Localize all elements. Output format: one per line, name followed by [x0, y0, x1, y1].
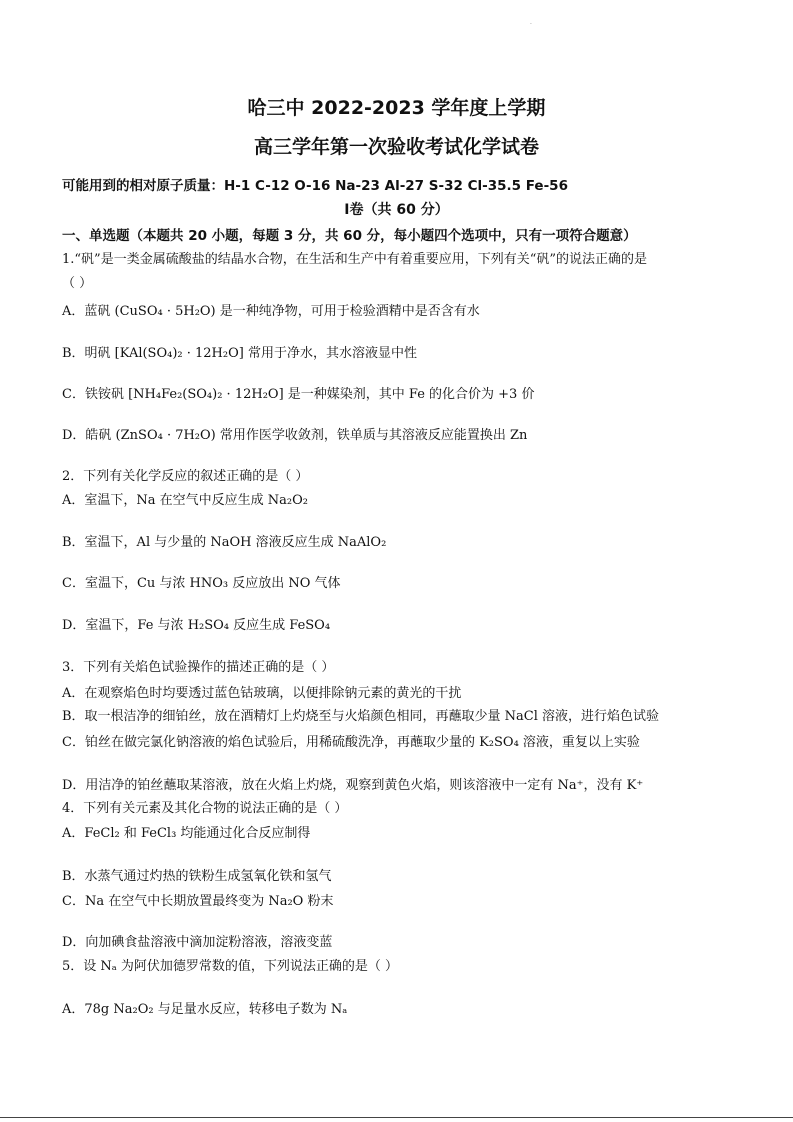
q5-stem: 5．设 Nₐ 为阿伏加德罗常数的值，下列说法正确的是（ ） [62, 959, 399, 974]
q4-option-d: D．向加碘食盐溶液中滴加淀粉溶液，溶液变蓝 [62, 935, 333, 950]
q1-option-d: D．皓矾 (ZnSO₄ · 7H₂O) 常用作医学收敛剂，铁单质与其溶液反应能置换出 Zn [62, 428, 528, 443]
q4-option-a: A．FeCl₂ 和 FeCl₃ 均能通过化合反应制得 [62, 826, 311, 841]
q3-option-a: A．在观察焰色时均要透过蓝色钴玻璃，以便排除钠元素的黄光的干扰 [62, 686, 462, 701]
q2-option-d: D．室温下，Fe 与浓 H₂SO₄ 反应生成 FeSO₄ [62, 618, 331, 633]
q2-option-c: C．室温下，Cu 与浓 HNO₃ 反应放出 NO 气体 [62, 576, 341, 591]
q1-option-b: B．明矾 [KAl(SO₄)₂ · 12H₂O] 常用于净水，其水溶液显中性 [62, 346, 417, 361]
q1-option-a: A．蓝矾 (CuSO₄ · 5H₂O) 是一种纯净物，可用于检验酒精中是否含有水 [62, 304, 480, 319]
q1-stem-cont: （ ） [62, 276, 93, 291]
exam-title-line2: 高三学年第一次验收考试化学试卷 [253, 136, 539, 158]
q3-option-d: D．用洁净的铂丝蘸取某溶液，放在火焰上灼烧，观察到黄色火焰，则该溶液中一定有 Na⁺，没有 K⁺ [62, 778, 644, 793]
q2-option-a: A．室温下，Na 在空气中反应生成 Na₂O₂ [62, 493, 308, 508]
q4-option-c: C．Na 在空气中长期放置最终变为 Na₂O 粉末 [62, 894, 334, 909]
q2-option-b: B．室温下，Al 与少量的 NaOH 溶液反应生成 NaAlO₂ [62, 535, 387, 550]
q1-stem: 1.“矾”是一类金属硫酸盐的结晶水合物，在生活和生产中有着重要应用，下列有关“矾”的说法正确的是 [62, 252, 647, 267]
q3-option-b: B．取一根洁净的细铂丝，放在酒精灯上灼烧至与火焰颜色相同，再蘸取少量 NaCl 溶液，进行焰色试验 [62, 709, 660, 724]
q3-stem: 3．下列有关焰色试验操作的描述正确的是（ ） [62, 660, 335, 675]
volume-label: Ⅰ卷（共 60 分） [344, 202, 449, 218]
q5-option-a: A．78g Na₂O₂ 与足量水反应，转移电子数为 Nₐ [62, 1002, 348, 1017]
scan-dot: · [530, 21, 532, 28]
section-heading: 一、单选题（本题共 20 小题，每题 3 分，共 60 分，每小题四个选项中，只有一项符合题意） [62, 228, 637, 244]
atomic-masses: 可能用到的相对原子质量：H-1 C-12 O-16 Na-23 Al-27 S-32 Cl-35.5 Fe-56 [62, 178, 568, 194]
q4-option-b: B．水蒸气通过灼热的铁粉生成氢氧化铁和氢气 [62, 869, 332, 884]
q1-option-c: C．铁铵矾 [NH₄Fe₂(SO₄)₂ · 12H₂O] 是一种媒染剂，其中 Fe 的化合价为 +3 价 [62, 387, 535, 402]
q3-option-c: C．铂丝在做完氯化钠溶液的焰色试验后，用稀硫酸洗净，再蘸取少量的 K₂SO₄ 溶液，重复以上实验 [62, 735, 640, 750]
page-bottom-rule [0, 1117, 793, 1118]
exam-title-line1: 哈三中 2022-2023 学年度上学期 [247, 97, 546, 119]
q4-stem: 4．下列有关元素及其化合物的说法正确的是（ ） [62, 801, 348, 816]
q2-stem: 2．下列有关化学反应的叙述正确的是（ ） [62, 469, 309, 484]
